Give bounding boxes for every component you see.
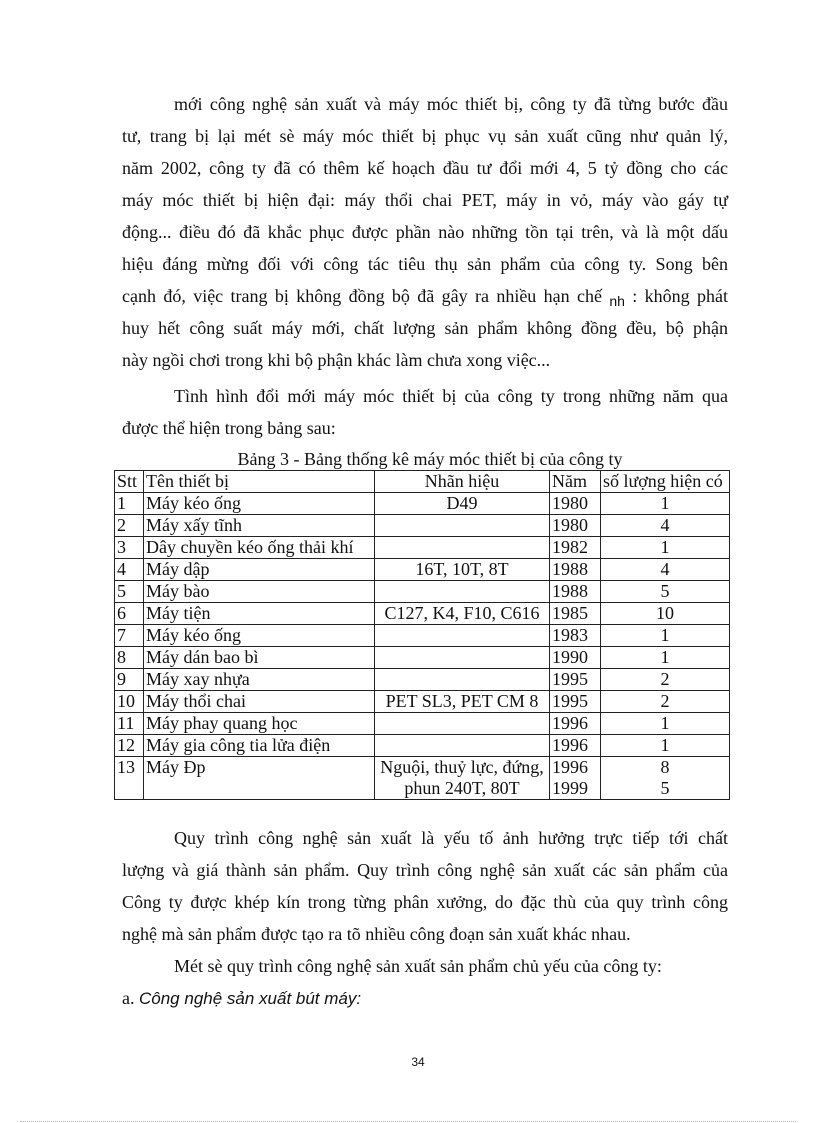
cell-quantity: 5	[601, 581, 730, 603]
text-line: năm 2002, công ty đã có thêm kế hoạch đầu tư đổi mới 4, 5 tỷ đồng cho các	[122, 158, 728, 178]
header-equipment-name: Tên thiết bị	[144, 471, 375, 493]
table-row	[115, 603, 730, 625]
cell-brand: C127, K4, F10, C616	[375, 603, 550, 625]
cell-stt: 6	[115, 603, 144, 625]
table-caption: Bảng 3 - Bảng thống kê máy móc thiết bị của công ty	[237, 449, 623, 469]
text-segment: : không phát	[624, 286, 728, 306]
cell-year: 1995	[550, 669, 601, 691]
section-title: Công nghệ sản xuất bút máy:	[139, 989, 362, 1008]
cell-quantity: 1	[601, 647, 730, 669]
table-row	[115, 669, 730, 691]
cell-quantity: 4	[601, 559, 730, 581]
text-line: Mét sè quy trình công nghệ sản xuất sản phẩm chủ yếu của công ty:	[174, 956, 662, 976]
table-row	[115, 757, 730, 800]
cell-brand: PET SL3, PET CM 8	[375, 691, 550, 713]
section-heading-line	[122, 982, 728, 1014]
cell-quantity: 1	[601, 735, 730, 757]
text-line: mới công nghệ sản xuất và máy móc thiết bị, công ty đã từng bước đầu	[174, 94, 728, 114]
text-line: Công ty được khép kín trong từng phân xưởng, do đặc thù của quy trình công	[122, 892, 728, 912]
cell-year: 1988	[550, 581, 601, 603]
cell-quantity: 1	[601, 625, 730, 647]
table-row	[115, 515, 730, 537]
cell-quantity: 4	[601, 515, 730, 537]
paragraph-equipment-renewal	[122, 88, 728, 376]
cell-quantity: 8 5	[601, 757, 730, 800]
cell-stt: 9	[115, 669, 144, 691]
text-segment: cạnh đó, việc trang bị không đồng bộ đã gây ra nhiều hạn chế	[122, 286, 602, 306]
table-row	[115, 691, 730, 713]
cell-quantity: 1	[601, 713, 730, 735]
cell-stt: 5	[115, 581, 144, 603]
cell-brand	[375, 669, 550, 691]
cell-brand	[375, 515, 550, 537]
cell-stt: 1	[115, 493, 144, 515]
paragraph-table-intro	[122, 380, 728, 444]
cell-year: 1995	[550, 691, 601, 713]
cell-brand	[375, 735, 550, 757]
cell-year: 1990	[550, 647, 601, 669]
cell-equipment-name: Máy xay nhựa	[144, 669, 375, 691]
table-row	[115, 713, 730, 735]
cell-stt: 2	[115, 515, 144, 537]
paragraph-main-processes	[122, 950, 728, 982]
cell-brand	[375, 581, 550, 603]
cell-stt: 3	[115, 537, 144, 559]
cell-equipment-name: Máy kéo ống	[144, 493, 375, 515]
cell-stt: 12	[115, 735, 144, 757]
text-line: lượng và giá thành sản phẩm. Quy trình công nghệ sản xuất các sản phẩm của	[122, 860, 728, 880]
cell-brand: 16T, 10T, 8T	[375, 559, 550, 581]
cell-equipment-name: Máy tiện	[144, 603, 375, 625]
paragraph-production-process	[122, 822, 728, 950]
cell-equipment-name: Máy gia công tia lửa điện	[144, 735, 375, 757]
cell-year: 1980	[550, 515, 601, 537]
cell-stt: 8	[115, 647, 144, 669]
cell-equipment-name: Máy kéo ống	[144, 625, 375, 647]
header-stt: Stt	[115, 471, 144, 493]
cell-stt: 10	[115, 691, 144, 713]
cell-brand	[375, 537, 550, 559]
page-bottom-divider	[20, 1121, 796, 1122]
cell-stt: 4	[115, 559, 144, 581]
cell-year: 1988	[550, 559, 601, 581]
cell-quantity: 2	[601, 691, 730, 713]
table-row	[115, 625, 730, 647]
cell-quantity: 1	[601, 537, 730, 559]
text-line: huy hết công suất máy mới, chất lượng sản phẩm không đồng đều, bộ phận	[122, 318, 728, 338]
cell-equipment-name: Máy xấy tĩnh	[144, 515, 375, 537]
table-row	[115, 735, 730, 757]
cell-quantity: 2	[601, 669, 730, 691]
table-header-row	[115, 471, 730, 493]
cell-year: 1983	[550, 625, 601, 647]
cell-brand: D49	[375, 493, 550, 515]
cell-equipment-name: Máy phay quang học	[144, 713, 375, 735]
cell-year: 1982	[550, 537, 601, 559]
cell-year: 1996	[550, 713, 601, 735]
subscript-note: nh	[609, 293, 625, 309]
cell-year: 1996	[550, 735, 601, 757]
table-row	[115, 647, 730, 669]
page-number: 34	[411, 1055, 425, 1069]
text-line: động... điều đó đã khắc phục được phần nào những tồn tại trên, và là một dấu	[122, 222, 728, 242]
cell-equipment-name: Máy Đp	[144, 757, 375, 800]
cell-brand: Nguội, thuỷ lực, đứng, phun 240T, 80T	[375, 757, 550, 800]
cell-stt: 13	[115, 757, 144, 800]
text-line-with-subscript	[122, 280, 728, 312]
text-line: nghệ mà sản phẩm được tạo ra tõ nhiều công đoạn sản xuất khác nhau.	[122, 924, 631, 944]
cell-brand	[375, 647, 550, 669]
cell-year: 1996 1999	[550, 757, 601, 800]
cell-quantity: 1	[601, 493, 730, 515]
table-row	[115, 537, 730, 559]
cell-stt: 7	[115, 625, 144, 647]
cell-year: 1980	[550, 493, 601, 515]
text-line: tư, trang bị lại mét sè máy móc thiết bị phục vụ sản xuất cũng như quản lý,	[122, 126, 728, 146]
header-brand: Nhãn hiệu	[375, 471, 550, 493]
cell-year: 1985	[550, 603, 601, 625]
cell-equipment-name: Máy dập	[144, 559, 375, 581]
text-line: hiệu đáng mừng đối với công tác tiêu thụ sản phẩm của công ty. Song bên	[122, 254, 728, 274]
cell-quantity: 10	[601, 603, 730, 625]
text-line: Quy trình công nghệ sản xuất là yếu tố ảnh hưởng trực tiếp tới chất	[174, 828, 728, 848]
text-line: Tình hình đổi mới máy móc thiết bị của công ty trong những năm qua	[174, 386, 728, 406]
cell-brand	[375, 625, 550, 647]
text-line: được thể hiện trong bảng sau:	[122, 418, 336, 438]
header-quantity: số lượng hiện có	[601, 471, 730, 493]
section-heading	[122, 982, 728, 1014]
text-line: này ngồi chơi trong khi bộ phận khác làm chưa xong việc...	[122, 350, 551, 370]
cell-stt: 11	[115, 713, 144, 735]
table-row	[115, 581, 730, 603]
cell-equipment-name: Máy thổi chai	[144, 691, 375, 713]
cell-equipment-name: Máy bào	[144, 581, 375, 603]
text-line: máy móc thiết bị hiện đại: máy thổi chai PET, máy in vỏ, máy vào gáy tự	[122, 190, 728, 210]
table-row	[115, 493, 730, 515]
header-year: Năm	[550, 471, 601, 493]
cell-brand	[375, 713, 550, 735]
cell-equipment-name: Dây chuyền kéo ống thải khí	[144, 537, 375, 559]
cell-equipment-name: Máy dán bao bì	[144, 647, 375, 669]
equipment-table	[114, 470, 730, 800]
section-label: a.	[122, 988, 135, 1008]
table-row	[115, 559, 730, 581]
